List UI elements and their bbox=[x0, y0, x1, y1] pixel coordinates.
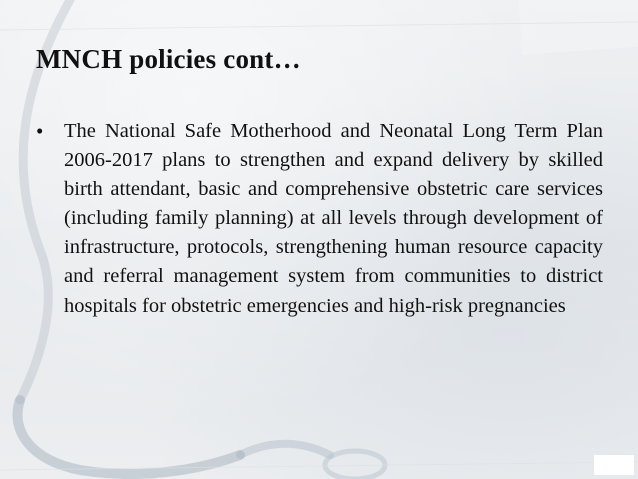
bullet-marker: • bbox=[36, 119, 44, 143]
bullet-text: The National Safe Motherhood and Neonatal Long Term Plan 2006-2017 plans to strengthen and expand delivery by skilled birth attendant, basic and comprehensive obstetric care services (including family planning) at all levels through development of infrastructure, protocols, strengthening human resource capacity and referral management system from communities to district hospitals for obstetric emergencies and high-risk pregnancies bbox=[64, 120, 603, 317]
bullet-item bbox=[36, 117, 603, 321]
slide-title: MNCH policies cont… bbox=[36, 44, 301, 74]
bullet-list bbox=[36, 117, 603, 321]
corner-logo-placeholder bbox=[594, 455, 634, 475]
